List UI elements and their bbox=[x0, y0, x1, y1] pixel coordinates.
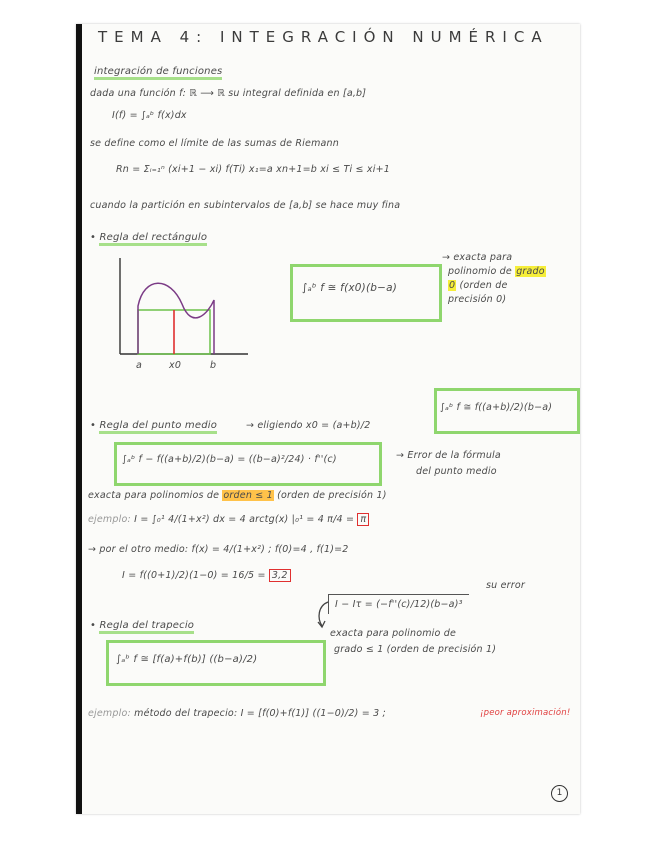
notebook-page bbox=[76, 24, 580, 814]
text-line-3: se define como el límite de las sumas de Riemann bbox=[90, 138, 339, 149]
trapecio-formula: ∫ₐᵇ f ≅ [f(a)+f(b)] ((b−a)/2) bbox=[116, 654, 258, 665]
error-label-2: del punto medio bbox=[416, 466, 497, 477]
error-relation: I − Iτ = (−f''(c)/12)(b−a)³ bbox=[328, 594, 469, 614]
rectangulo-note-2: polinomio de grado bbox=[448, 266, 545, 277]
axis-label-a: a bbox=[136, 360, 143, 371]
trapecio-ejemplo: ejemplo: método del trapecio: I = [f(0)+f(1)] ((1−0)/2) = 3 ; bbox=[88, 708, 386, 719]
riemann-sum: Rn = Σᵢ₌₁ⁿ (xi+1 − xi) f(Ti) x₁=a xn+1=b xi ≤ Ti ≤ xi+1 bbox=[116, 164, 390, 175]
result-3-2-box: 3,2 bbox=[269, 569, 291, 582]
orden-highlight: orden ≤ 1 bbox=[223, 490, 273, 501]
warning-note: ¡peor aproximación! bbox=[480, 708, 571, 718]
rectangulo-note-3: 0 (orden de bbox=[449, 280, 508, 291]
error-label-1: → Error de la fórmula bbox=[396, 450, 501, 461]
punto-medio-error-formula: ∫ₐᵇ f − f((a+b)/2)(b−a) = ((b−a)²/24) · f''(c) bbox=[122, 454, 337, 465]
rectangulo-formula: ∫ₐᵇ f ≅ f(x0)(b−a) bbox=[302, 282, 398, 294]
text-line-1: dada una función f: ℝ ⟶ ℝ su integral definida en [a,b] bbox=[90, 88, 367, 99]
otro-medio-result: I = f((0+1)/2)(1−0) = 16/5 = 3,2 bbox=[122, 570, 291, 581]
page-binding bbox=[76, 24, 82, 814]
su-error-label: su error bbox=[486, 580, 525, 591]
rectangulo-heading: • Regla del rectángulo bbox=[90, 232, 207, 243]
axis-label-x0: x0 bbox=[169, 360, 182, 371]
rectangulo-note-4: precisión 0) bbox=[448, 294, 507, 305]
rectangle-rule-graph bbox=[110, 256, 250, 376]
result-pi-box: π bbox=[357, 513, 369, 526]
axis-label-b: b bbox=[210, 360, 217, 371]
punto-medio-heading: • Regla del punto medio bbox=[90, 420, 217, 431]
punto-medio-formula-right: ∫ₐᵇ f ≅ f((a+b)/2)(b−a) bbox=[440, 402, 553, 413]
trapecio-note-2: grado ≤ 1 (orden de precisión 1) bbox=[334, 644, 497, 655]
page-title: TEMA 4: INTEGRACIÓN NUMÉRICA bbox=[98, 28, 549, 46]
trapecio-heading: • Regla del trapecio bbox=[90, 620, 194, 631]
text-line-5: cuando la partición en subintervalos de [a,b] se hace muy fina bbox=[90, 200, 401, 211]
section-title: integración de funciones bbox=[94, 66, 222, 80]
grado-highlight: grado bbox=[516, 266, 545, 277]
arrow-icon bbox=[314, 600, 332, 630]
punto-medio-exacta: exacta para polinomios de orden ≤ 1 (orden de precisión 1) bbox=[88, 490, 387, 501]
integral-definition: I(f) = ∫ₐᵇ f(x)dx bbox=[112, 110, 187, 121]
trapecio-note-1: exacta para polinomio de bbox=[330, 628, 457, 639]
punto-medio-choice: → eligiendo x0 = (a+b)/2 bbox=[246, 420, 371, 431]
page-number: 1 bbox=[551, 785, 568, 802]
otro-medio-line: → por el otro medio: f(x) = 4/(1+x²) ; f(0)=4 , f(1)=2 bbox=[88, 544, 349, 555]
rectangulo-note-1: → exacta para bbox=[442, 252, 513, 263]
cero-highlight: 0 bbox=[449, 280, 456, 291]
punto-medio-ejemplo: ejemplo: I = ∫₀¹ 4/(1+x²) dx = 4 arctg(x) |₀¹ = 4 π/4 = π bbox=[88, 514, 369, 525]
